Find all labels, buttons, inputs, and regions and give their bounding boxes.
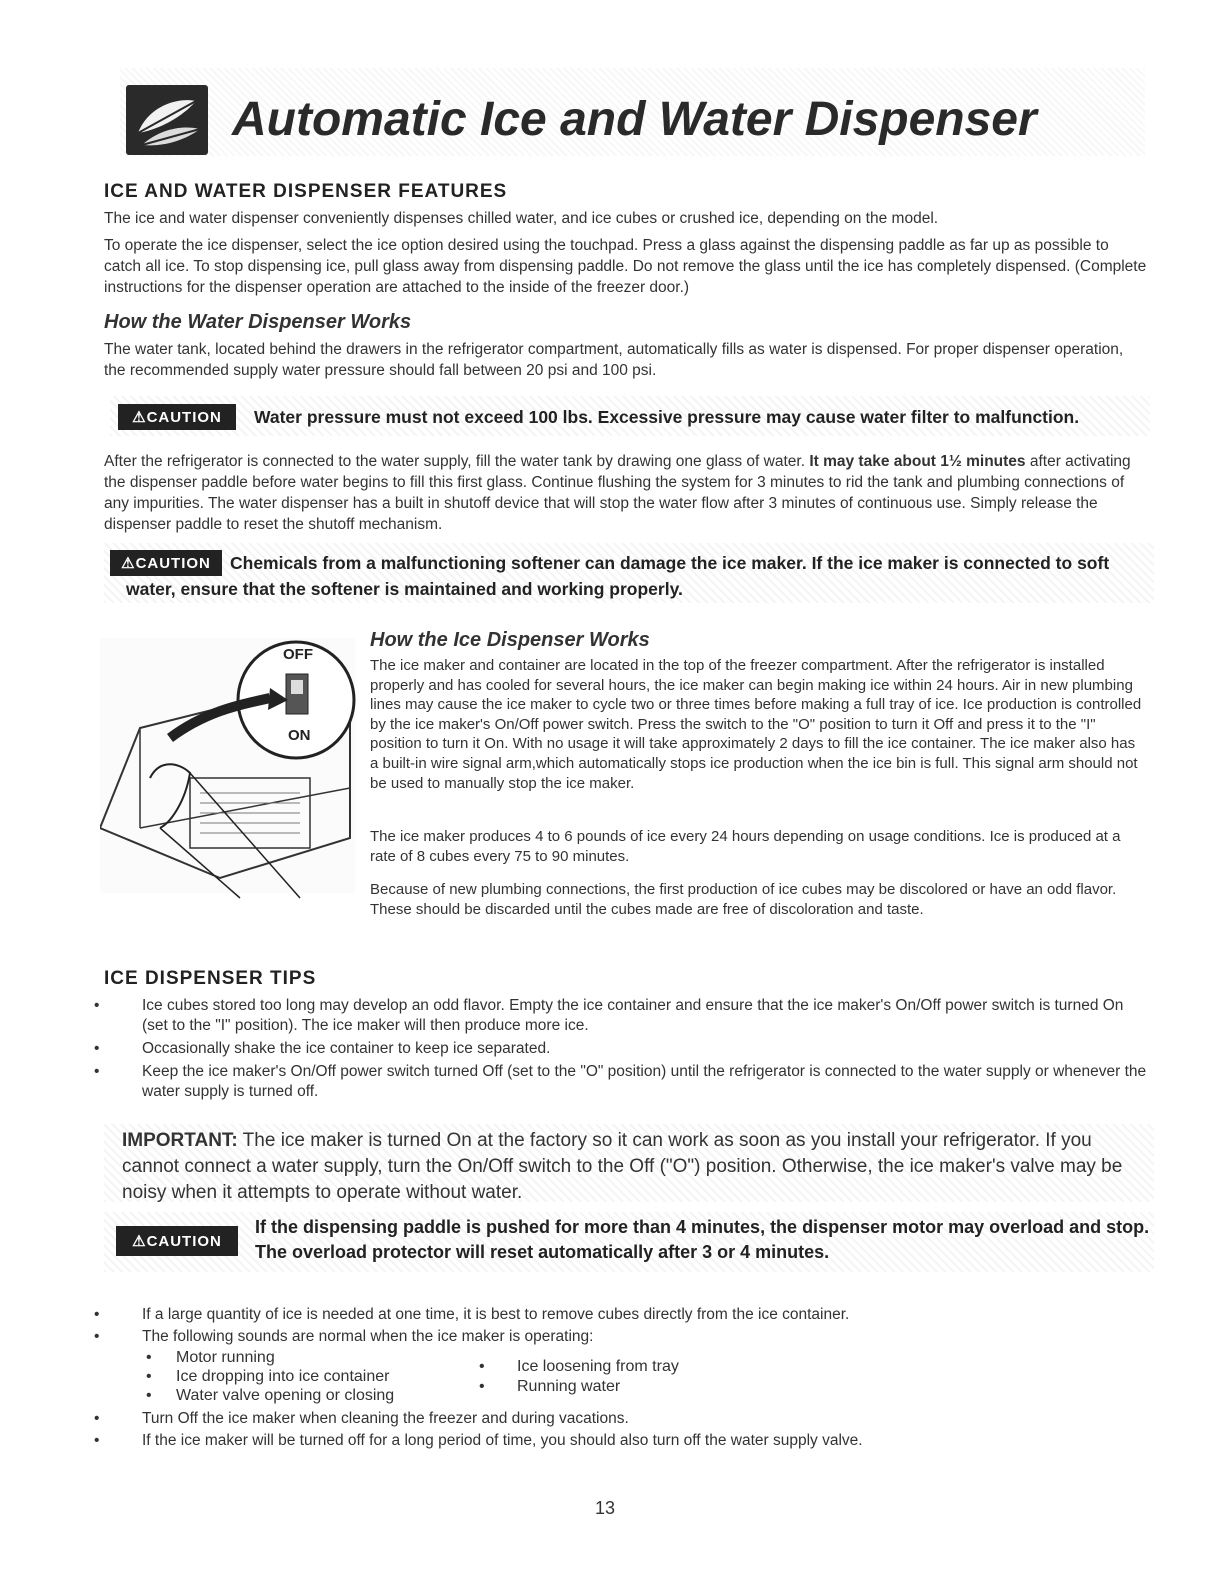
tip-text: The following sounds are normal when the ice maker is operating: [142,1328,594,1345]
ice-paragraph-3: Because of new plumbing connections, the first production of ice cubes may be discolored or have an odd flavor. These should be discarded until the cubes made are free of discoloration and taste. [370,881,1117,918]
sound-item: • Motor running [146,1349,275,1366]
page-title: Automatic Ice and Water Dispenser [232,93,1037,146]
caution-text-3: If the dispensing paddle is pushed for more than 4 minutes, the dispenser motor may overload and stop. The overload protector will reset automatically after 3 or 4 minutes. [255,1217,1150,1262]
water-dispenser-heading: How the Water Dispenser Works [104,311,412,333]
caution-text-2: Chemicals from a malfunctioning softener can damage the ice maker. If the ice maker is connected to soft water, ensure that the softener is maintained and working properly. [126,553,1110,599]
tip-text: Keep the ice maker's On/Off power switch turned Off (set to the "O" position) until the refrigerator is connected to the water supply or whenever the water supply is turned off. [142,1063,1147,1100]
important-label: IMPORTANT: [122,1130,238,1151]
tip-item: • If the ice maker will be turned off for a long period of time, you should also turn off the water supply valve. [94,1432,863,1449]
tip-text: If the ice maker will be turned off for a long period of time, you should also turn off the water supply valve. [142,1432,863,1449]
sound-item: • Ice loosening from tray [479,1358,679,1375]
tip-item: • The following sounds are normal when the ice maker is operating: [94,1328,594,1345]
water-paragraph-1: The water tank, located behind the drawers in the refrigerator compartment, automatically fills as water is dispensed. For proper dispenser operation, the recommended supply water pressure should fall between 20 psi and 100 psi. [104,341,1124,379]
sound-text: Motor running [176,1349,275,1366]
sound-text: Ice loosening from tray [517,1358,679,1375]
tip-item: • Occasionally shake the ice container to keep ice separated. [94,1040,551,1057]
tip-text: Turn Off the ice maker when cleaning the freezer and during vacations. [142,1410,629,1427]
caution-badge-1 [118,404,236,430]
tip-item: • Keep the ice maker's On/Off power switch turned Off (set to the "O" position) until the refrigerator is connected to the water supply or whenever the water supply is turned off. [94,1063,1147,1100]
ice-dispenser-heading: How the Ice Dispenser Works [370,629,650,651]
illustration-off-label: OFF [283,646,313,663]
section-heading-tips: ICE DISPENSER TIPS [104,968,317,989]
caution-label: CAUTION [146,408,222,426]
water-paragraph-2 [104,451,1149,535]
warning-triangle-icon: ⚠ [132,409,147,426]
sound-item: • Ice dropping into ice container [146,1368,390,1385]
tip-item: • Ice cubes stored too long may develop an odd flavor. Empty the ice container and ensure that the ice maker's On/Off power switch is turned On (set to the "I" position). The ice maker will then produce more ice. [94,997,1124,1034]
sound-item: • Running water [479,1378,621,1395]
ice-paragraph-2: The ice maker produces 4 to 6 pounds of ice every 24 hours depending on usage conditions. Ice is produced at a rate of 8 cubes every 75 to 90 minutes. [370,828,1121,865]
features-paragraph-2: To operate the ice dispenser, select the ice option desired using the touchpad. Press a glass against the dispensing paddle as far up as possible to catch all ice. To stop dispensing ice, pull glass away from dispensing paddle. Do not remove the glass until the ice has completely dispensed. (Complete instructions for the dispenser operation are attached to the inside of the freezer door.) [104,237,1147,296]
page-number: 13 [595,1498,616,1518]
ice-maker-illustration [100,628,360,908]
ice-paragraph-1: The ice maker and container are located in the top of the freezer compartment. After the refrigerator is installed properly and has cooled for several hours, the ice maker can begin making ice within 24 hours. Air in new plumbing lines may cause the ice maker to cycle two or three times before making a full tray of ice. Ice production is controlled by the ice maker's On/Off power switch. Press the switch to the "O" position to turn it Off and press it to the "I" position to turn it On. With no usage it will take approximately 2 days to fill the ice container. The ice maker also has a built-in wire signal arm,which automatically stops ice production when the ice bin is full. This signal arm should not be used to manually stop the ice maker. [370,657,1142,792]
important-text: The ice maker is turned On at the factory so it can work as soon as you install your refrigerator. If you cannot connect a water supply, turn the On/Off switch to the Off ("O") position. Otherwise, the ice maker's valve may be noisy when it attempts to operate without water. [122,1130,1123,1203]
warning-triangle-icon: ⚠ [132,1233,147,1250]
caution-text-1: Water pressure must not exceed 100 lbs. Excessive pressure may cause water filter to malfunction. [254,407,1080,427]
tip-item: • If a large quantity of ice is needed at one time, it is best to remove cubes directly from the ice container. [94,1306,850,1323]
sound-text: Ice dropping into ice container [176,1368,390,1385]
important-note [122,1128,1132,1206]
water-paragraph-2-bold: It may take about 1½ minutes [809,453,1026,470]
sound-text: Water valve opening or closing [176,1387,395,1404]
water-paragraph-2-b: after activating the dispenser paddle before water begins to fill this first glass. Continue flushing the system for 3 minutes to rid the tank and plumbing connections of any impurities. The water dispenser has a built in shutoff device that will stop the water flow after 3 minutes of continuous use. Simply release the dispenser paddle to reset the shutoff mechanism. [104,453,1131,533]
caution-label: CAUTION [135,554,211,572]
features-paragraph-1: The ice and water dispenser conveniently dispenses chilled water, and ice cubes or crushed ice, depending on the model. [104,210,939,227]
warning-triangle-icon: ⚠ [121,555,136,572]
tip-text: Ice cubes stored too long may develop an odd flavor. Empty the ice container and ensure that the ice maker's On/Off power switch is turned On (set to the "I" position). The ice maker will then produce more ice. [142,997,1124,1034]
sound-text: Running water [517,1378,621,1395]
tip-text: If a large quantity of ice is needed at one time, it is best to remove cubes directly from the ice container. [142,1306,850,1323]
tip-item: • Turn Off the ice maker when cleaning the freezer and during vacations. [94,1410,629,1427]
water-paragraph-2-a: After the refrigerator is connected to the water supply, fill the water tank by drawing one glass of water. [104,453,810,470]
caution-badge-3 [116,1226,238,1256]
sound-item: • Water valve opening or closing [146,1387,395,1404]
tip-text: Occasionally shake the ice container to keep ice separated. [142,1040,551,1057]
illustration-on-label: ON [288,727,311,744]
caution-label: CAUTION [146,1232,222,1250]
section-heading-features: ICE AND WATER DISPENSER FEATURES [104,181,508,202]
leaf-logo-icon [126,85,208,155]
